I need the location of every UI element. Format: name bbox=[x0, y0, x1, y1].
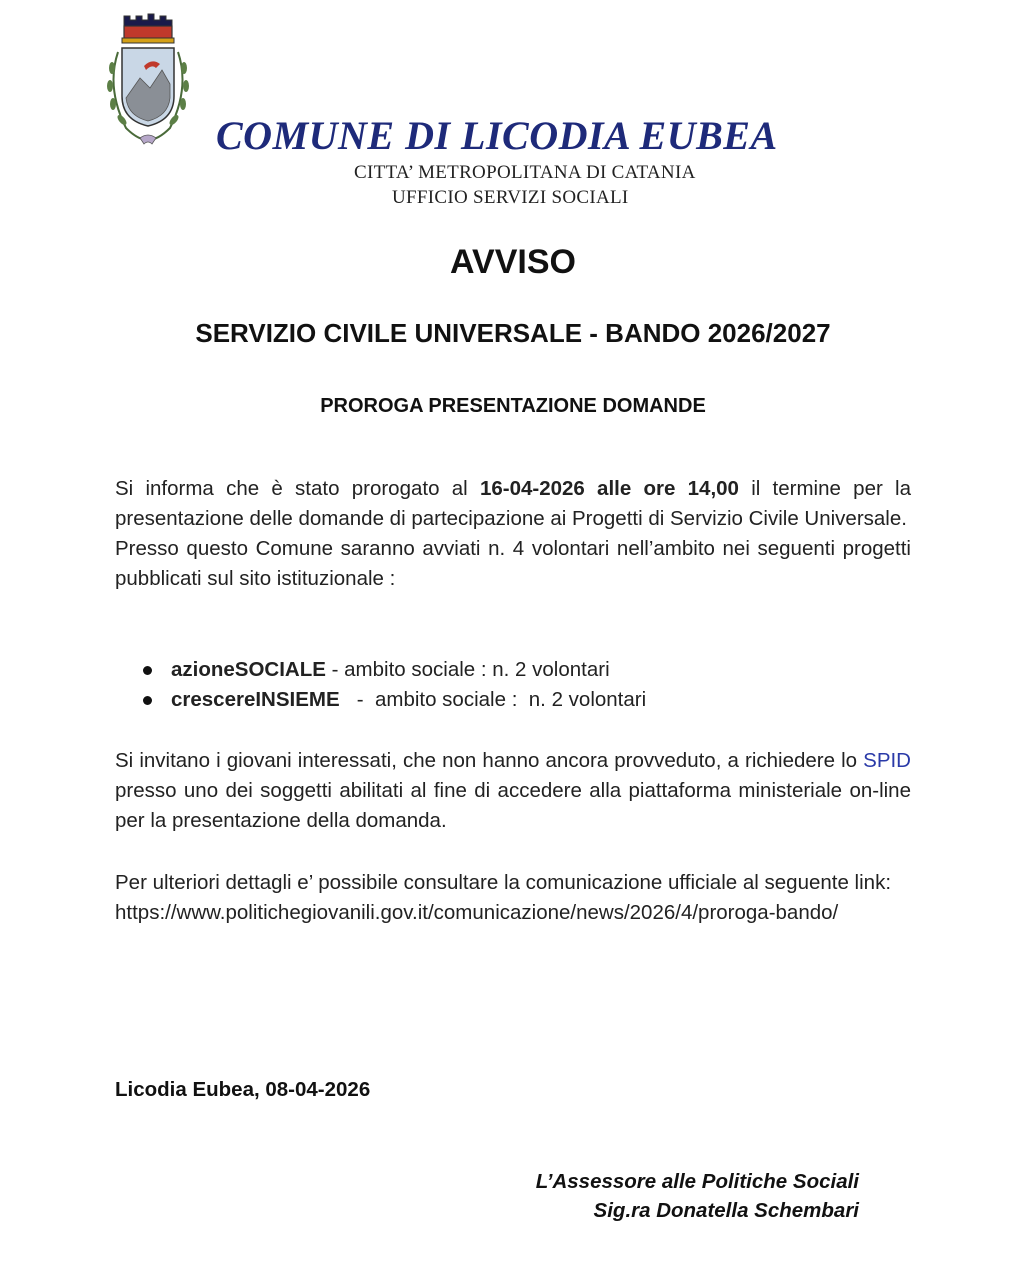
place-date: Licodia Eubea, 08-04-2026 bbox=[115, 1078, 371, 1101]
intro-paragraphs bbox=[115, 474, 911, 594]
office-label: UFFICIO SERVIZI SOCIALI bbox=[392, 187, 629, 208]
project-name: azioneSOCIALE bbox=[171, 658, 326, 681]
section-heading: PROROGA PRESENTAZIONE DOMANDE bbox=[320, 395, 706, 417]
details-text: Per ulteriori dettagli e’ possibile consultare la comunicazione ufficiale al seguente link: bbox=[115, 871, 892, 894]
volunteers-paragraph: Presso questo Comune saranno avviati n. 4 volontari nell’ambito nei seguenti progetti pubblicati sul sito istituzionale : bbox=[115, 537, 911, 590]
deadline-text-start: Si informa che è stato prorogato al bbox=[115, 477, 480, 500]
crown-icon bbox=[122, 14, 174, 43]
spid-paragraph bbox=[115, 746, 911, 836]
list-item bbox=[115, 655, 646, 685]
signatory-name: Sig.ra Donatella Schembari bbox=[593, 1199, 859, 1222]
deadline-date: 16-04-2026 alle ore 14,00 bbox=[479, 477, 739, 500]
project-detail: - ambito sociale : n. 2 volontari bbox=[339, 688, 647, 711]
spid-text-end: presso uno dei soggetti abilitati al fine di accedere alla piattaforma ministeriale on-line per la presentazione della domanda. bbox=[115, 779, 911, 832]
projects-list bbox=[115, 655, 646, 715]
notice-subtitle: SERVIZIO CIVILE UNIVERSALE - BANDO 2026/2027 bbox=[195, 318, 831, 348]
notice-title: AVVISO bbox=[450, 243, 576, 281]
deadline-text-end: il termine per la presentazione delle domande di partecipazione ai Progetti di Servizio Civile Universale. bbox=[115, 477, 911, 530]
municipality-name: COMUNE DI LICODIA EUBEA bbox=[216, 113, 778, 158]
project-detail: - ambito sociale : n. 2 volontari bbox=[325, 658, 610, 681]
spid-text-start: Si invitano i giovani interessati, che non hanno ancora provveduto, a richiedere lo bbox=[115, 749, 864, 772]
list-item bbox=[115, 685, 646, 715]
coat-of-arms-emblem bbox=[100, 8, 196, 148]
project-name: crescereINSIEME bbox=[171, 688, 340, 711]
official-link[interactable]: https://www.politichegiovanili.gov.it/comunicazione/news/2026/4/proroga-bando/ bbox=[115, 901, 839, 924]
signatory-role: L’Assessore alle Politiche Sociali bbox=[535, 1170, 859, 1193]
spid-link[interactable]: SPID bbox=[863, 749, 911, 772]
metropolitan-city-label: CITTA’ METROPOLITANA DI CATANIA bbox=[354, 162, 696, 183]
details-paragraph bbox=[115, 868, 911, 928]
